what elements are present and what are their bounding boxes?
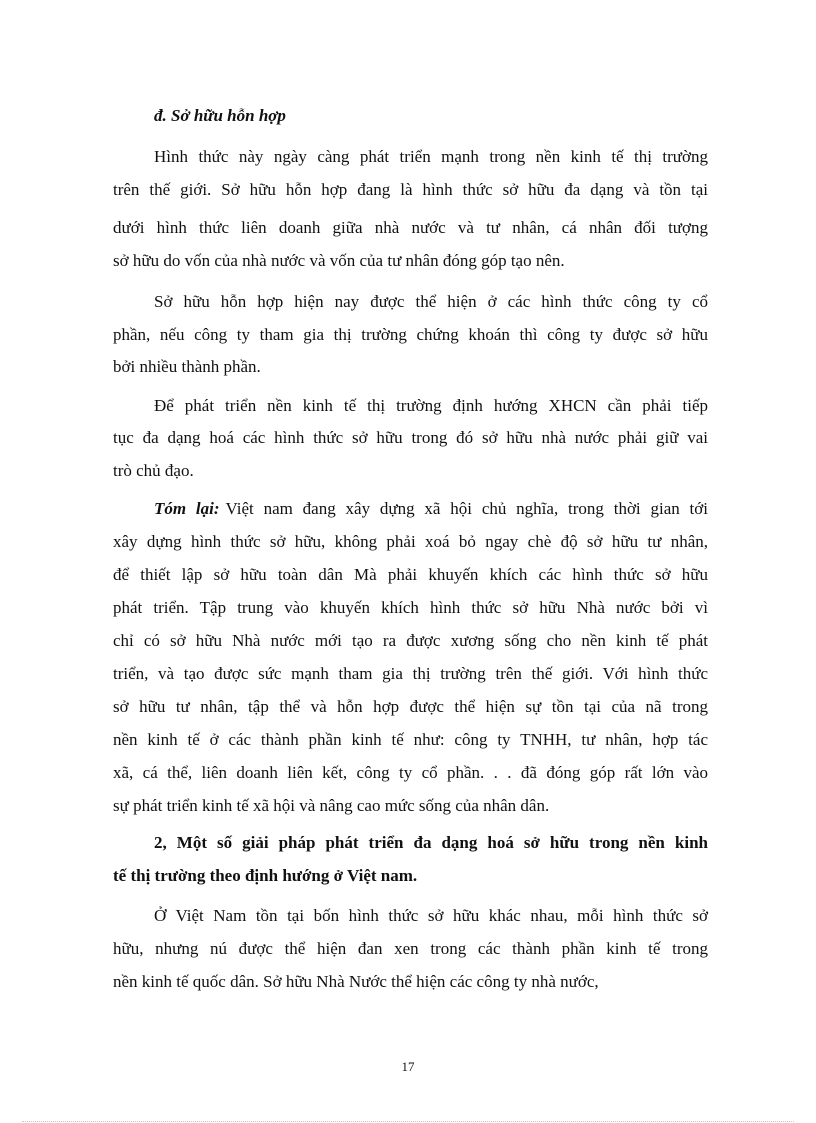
paragraph-line: sự phát triển kinh tế xã hội và nâng cao mức sống của nhân dân.	[113, 796, 550, 815]
section-heading-2-line: tế thị trường theo định hướng ở Việt nam.	[113, 866, 418, 885]
section-heading: đ. Sở hữu hỗn hợp	[154, 106, 286, 125]
paragraph-line: dưới hình thức liên doanh giữa nhà nước và tư nhân, cá nhân đối tượng	[113, 218, 708, 237]
paragraph-line: tục đa dạng hoá các hình thức sở hữu trong đó sở hữu nhà nước phải giữ vai	[113, 428, 708, 447]
paragraph-line: bởi nhiều thành phần.	[113, 357, 261, 376]
paragraph-line: sở hữu tư nhân, tập thể và hỗn hợp được thể hiện sự tồn tại của nã trong	[113, 697, 708, 716]
paragraph-line: xã, cá thể, liên doanh liên kết, công ty cổ phần. . . đã đóng góp rất lớn vào	[113, 763, 708, 782]
paragraph-line: nền kinh tế ở các thành phần kinh tế như: công ty TNHH, tư nhân, hợp tác	[113, 730, 708, 749]
paragraph-line: trên thế giới. Sở hữu hỗn hợp đang là hình thức sở hữu đa dạng và tồn tại	[113, 180, 708, 199]
paragraph-line: Ở Việt Nam tồn tại bốn hình thức sở hữu khác nhau, mỗi hình thức sở	[154, 906, 708, 925]
summary-lead: Tóm lại:	[154, 499, 220, 518]
paragraph-line: Sở hữu hỗn hợp hiện nay được thể hiện ở các hình thức công ty cổ	[154, 292, 708, 311]
paragraph-line: hữu, nhưng nú được thể hiện đan xen trong các thành phần kinh tế trong	[113, 939, 708, 958]
summary-first-line	[154, 498, 708, 520]
paragraph-line: phần, nếu công ty tham gia thị trường chứng khoán thì công ty được sở hữu	[113, 325, 708, 344]
paragraph-line: để thiết lập sở hữu toàn dân Mà phải khuyến khích các hình thức sở hữu	[113, 565, 708, 584]
paragraph-line: phát triển. Tập trung vào khuyến khích hình thức sở hữu Nhà nước bởi vì	[113, 598, 708, 617]
paragraph-line: xây dựng hình thức sở hữu, không phải xoá bỏ ngay chè độ sở hữu tư nhân,	[113, 532, 708, 551]
paragraph-line: triển, và tạo được sức mạnh tham gia thị trường trên thế giới. Với hình thức	[113, 664, 708, 683]
page-bottom-divider	[22, 1121, 794, 1122]
paragraph-line: Hình thức này ngày càng phát triển mạnh trong nền kinh tế thị trường	[154, 147, 708, 166]
paragraph-line: chỉ có sở hữu Nhà nước mới tạo ra được xương sống cho nền kinh tế phát	[113, 631, 708, 650]
page-number: 17	[401, 1059, 415, 1074]
paragraph-line: trò chủ đạo.	[113, 461, 194, 480]
summary-text: Việt nam đang xây dựng xã hội chủ nghĩa, trong thời gian tới	[225, 499, 708, 518]
section-heading-2-line: 2, Một số giải pháp phát triển đa dạng hoá sở hữu trong nền kinh	[154, 833, 708, 852]
paragraph-line: sở hữu do vốn của nhà nước và vốn của tư nhân đóng góp tạo nên.	[113, 251, 565, 270]
paragraph-line: nền kinh tế quốc dân. Sở hữu Nhà Nước thể hiện các công ty nhà nước,	[113, 972, 599, 991]
paragraph-line: Để phát triển nền kinh tế thị trường định hướng XHCN cần phải tiếp	[154, 396, 708, 415]
